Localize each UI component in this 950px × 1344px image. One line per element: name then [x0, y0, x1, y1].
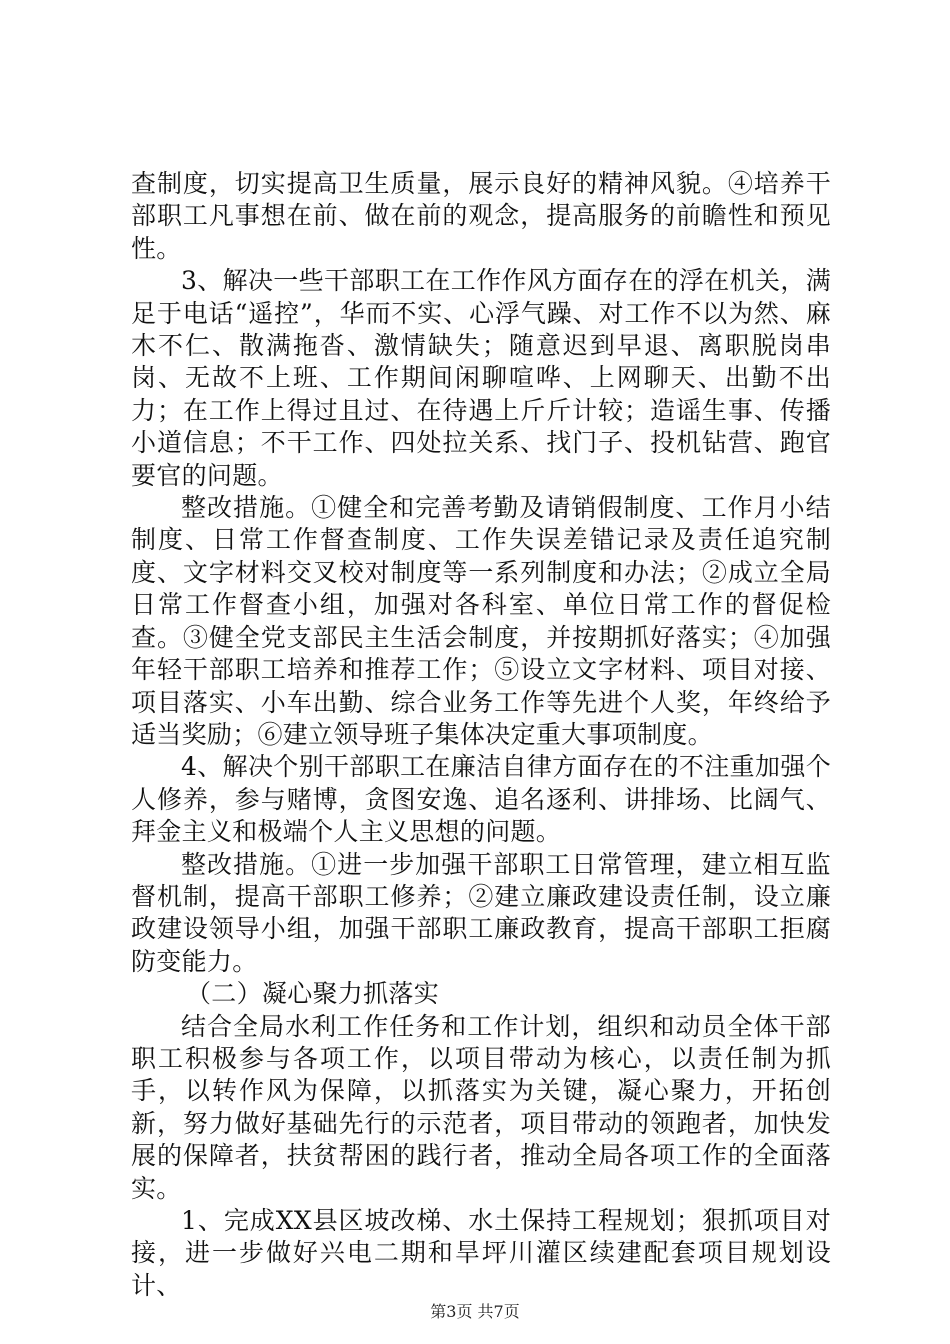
paragraph-2: 3、解决一些干部职工在工作作风方面存在的浮在机关，满足于电话“遥控”，华而不实、心浮气躁、对工作不以为然、麻木不仁、散满拖沓、激情缺失；随意迟到早退、离职脱岗串岗、无故不上班、工作期间闲聊喧哗、上网聊天、出勤不出力；在工作上得过且过、在待遇上斤斤计较；造谣生事、传播小道信息；不干工作、四处拉关系、找门子、投机钻营、跑官要官的问题。: [131, 266, 831, 490]
paragraph-1: 查制度，切实提高卫生质量，展示良好的精神风貌。④培养干部职工凡事想在前、做在前的观念，提高服务的前瞻性和预见性。: [131, 169, 831, 263]
paragraph-5: 整改措施。①进一步加强干部职工日常管理，建立相互监督机制，提高干部职工修养；②建立廉政建设责任制，设立廉政建设领导小组，加强干部职工廉政教育，提高干部职工拒腐防变能力。: [131, 849, 831, 976]
paragraph-6: 结合全局水利工作任务和工作计划，组织和动员全体干部职工积极参与各项工作，以项目带动为核心，以责任制为抓手，以转作风为保障，以抓落实为关键，凝心聚力，开拓创新，努力做好基础先行的示范者，项目带动的领跑者，加快发展的保障者，扶贫帮困的践行者，推动全局各项工作的全面落实。: [131, 1011, 831, 1203]
paragraph-7: 1、完成XX县区坡改梯、水土保持工程规划；狠抓项目对接，进一步做好兴电二期和旱坪川灌区续建配套项目规划设计、: [131, 1206, 831, 1300]
document-body: [131, 168, 831, 1302]
page-footer: 第3页 共7页: [430, 1302, 520, 1321]
paragraph-4: 4、解决个别干部职工在廉洁自律方面存在的不注重加强个人修养，参与赌博，贪图安逸、追名逐利、讲排场、比阔气、拜金主义和极端个人主义思想的问题。: [131, 752, 831, 847]
paragraph-3: 整改措施。①健全和完善考勤及请销假制度、工作月小结制度、日常工作督查制度、工作失误差错记录及责任追究制度、文字材料交叉校对制度等一系列制度和办法；②成立全局日常工作督查小组，加强对各科室、单位日常工作的督促检查。③健全党支部民主生活会制度，并按期抓好落实；④加强年轻干部职工培养和推荐工作；⑤设立文字材料、项目对接、项目落实、小车出勤、综合业务工作等先进个人奖，年终给予适当奖励；⑥建立领导班子集体决定重大事项制度。: [131, 493, 831, 749]
section-heading: （二）凝心聚力抓落实: [186, 979, 440, 1009]
